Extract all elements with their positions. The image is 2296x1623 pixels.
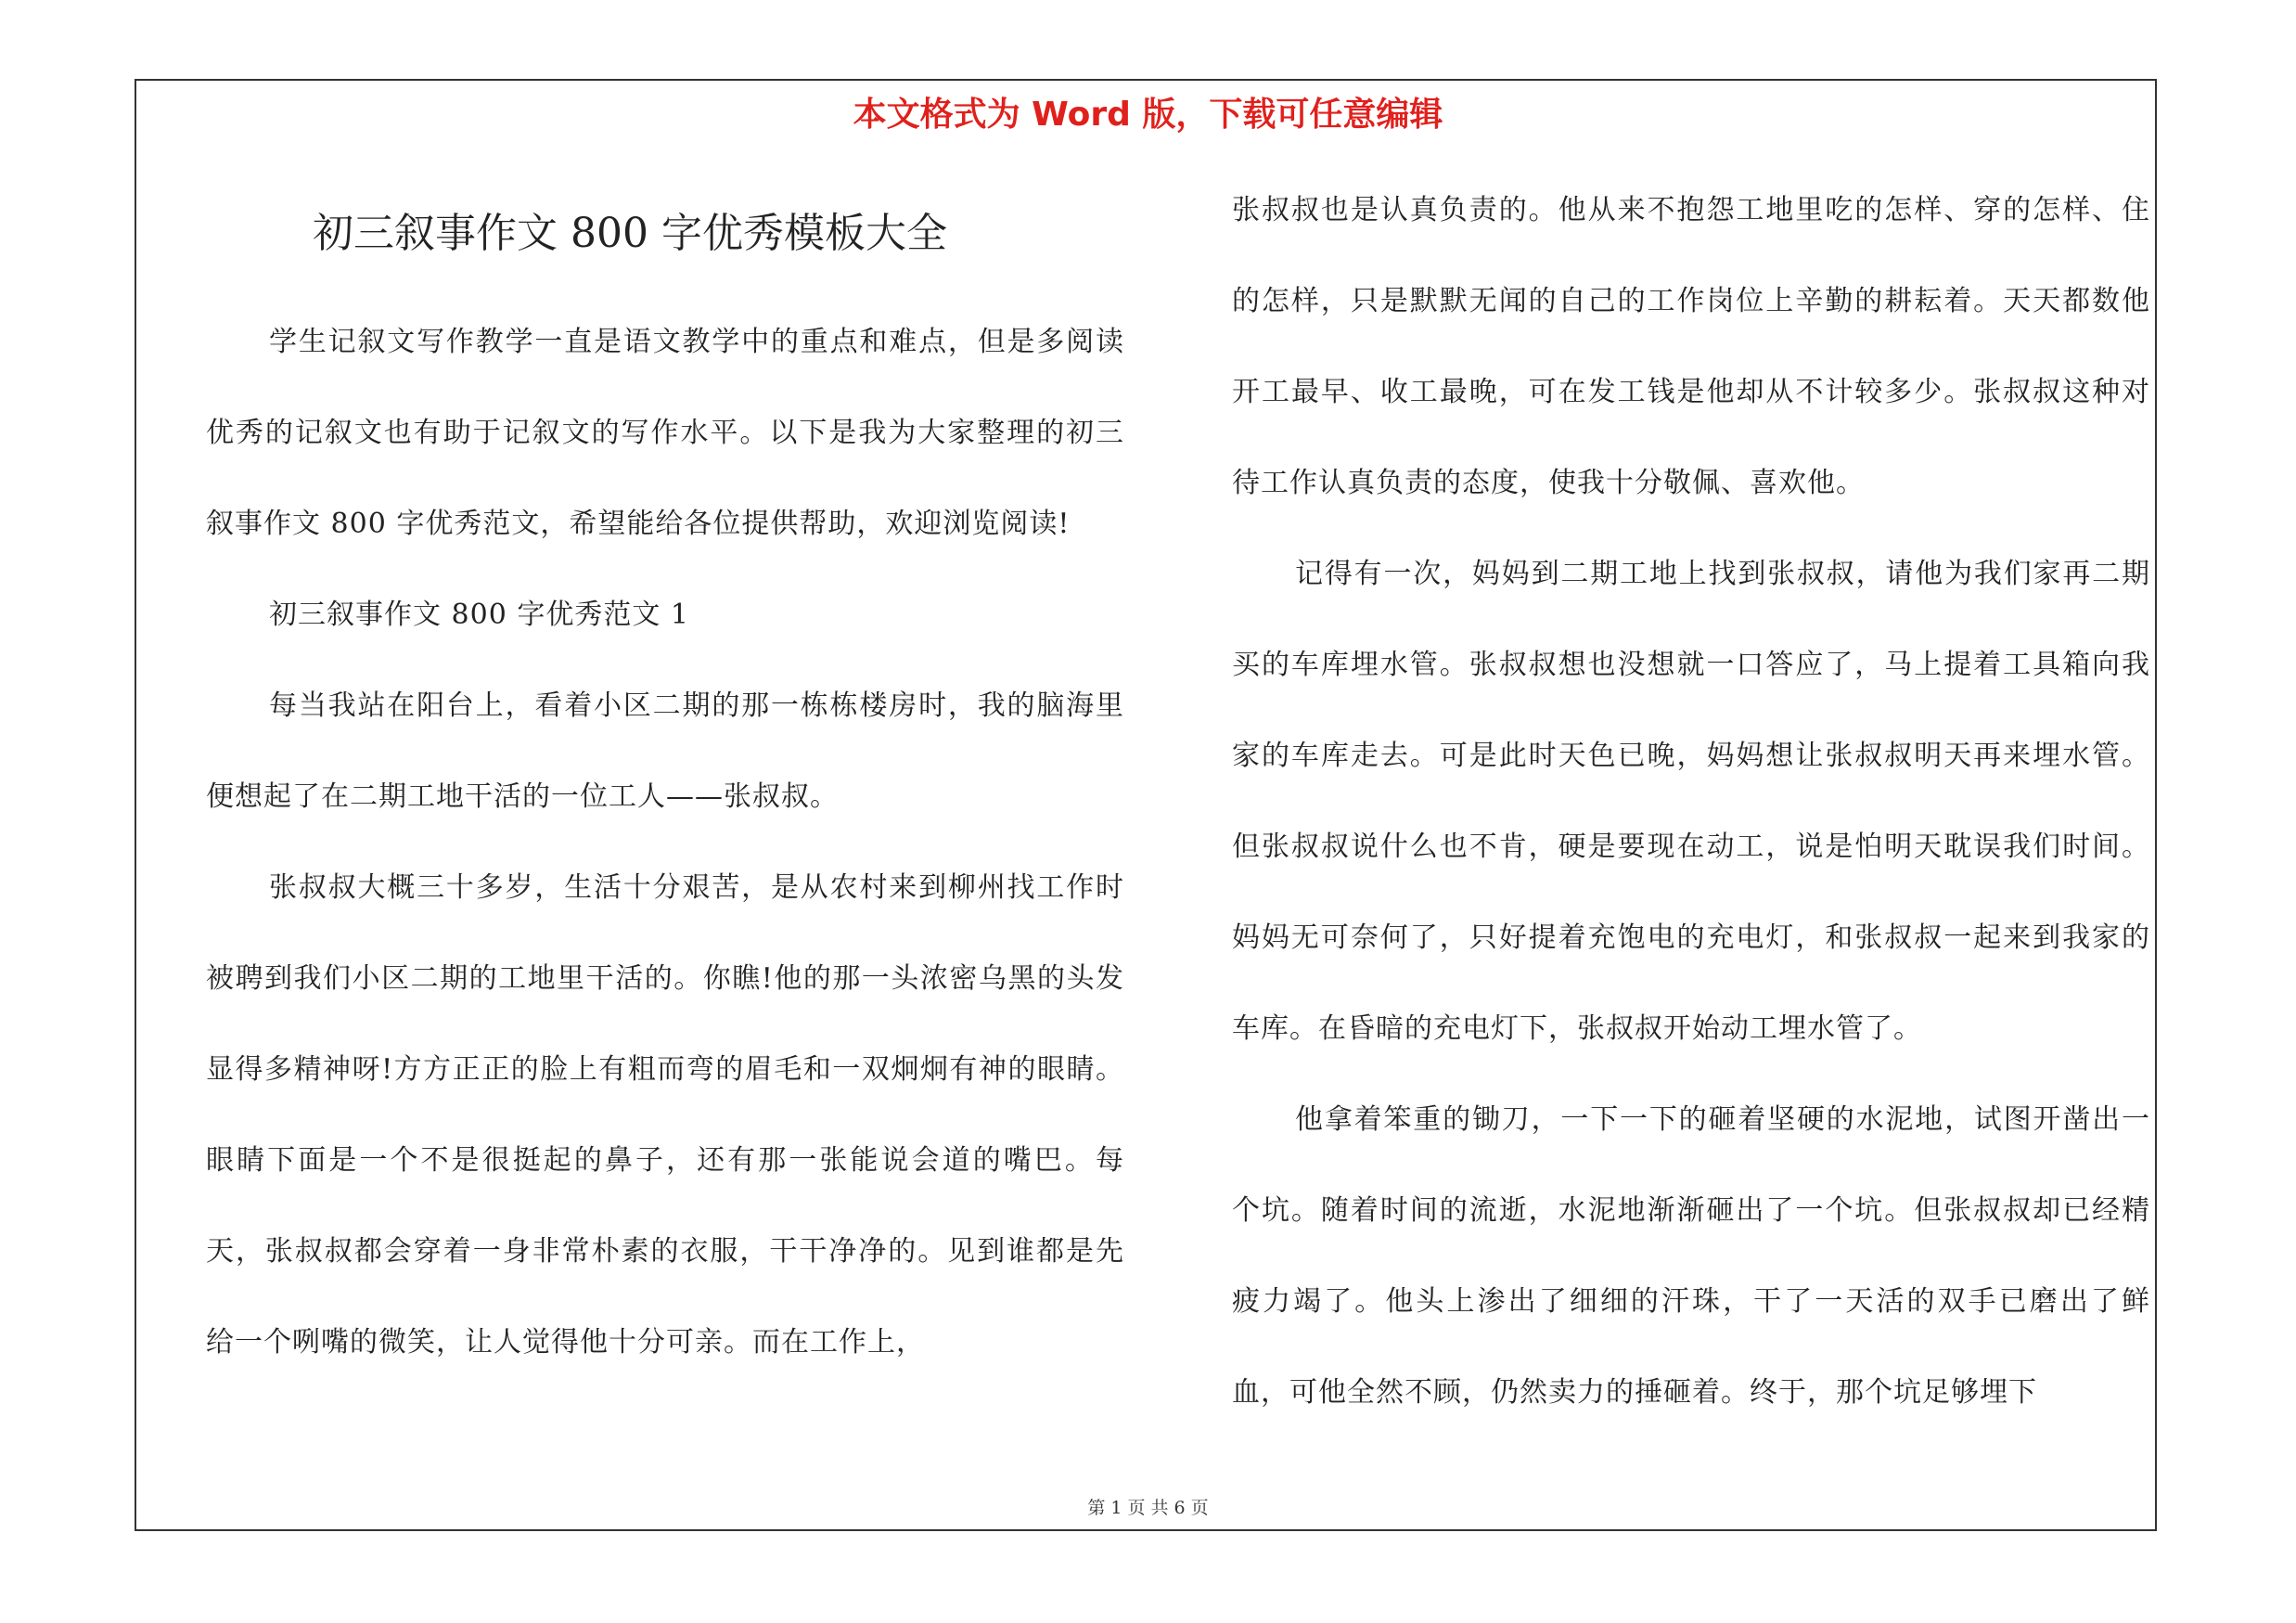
document-title: 初三叙事作文 800 字优秀模板大全 bbox=[313, 210, 947, 257]
body-paragraph: 每当我站在阳台上，看着小区二期的那一栋栋楼房时，我的脑海里便想起了在二期工地干活的一位工人——张叔叔。 bbox=[206, 689, 1124, 813]
body-paragraph: 他拿着笨重的锄刀，一下一下的砸着坚硬的水泥地，试图开凿出一个坑。随着时间的流逝，水泥地渐渐砸出了一个坑。但张叔叔却已经精疲力竭了。他头上渗出了细细的汗珠，干了一天活的双手已磨出了鲜血，可他全然不顾，仍然卖力的捶砸着。终于，那个坑足够埋下 bbox=[1232, 1103, 2150, 1409]
page-number: 第 1 页 共 6 页 bbox=[1087, 1498, 1209, 1518]
format-banner: 本文格式为 Word 版，下载可任意编辑 bbox=[853, 96, 1443, 134]
body-paragraph: 张叔叔大概三十多岁，生活十分艰苦，是从农村来到柳州找工作时被聘到我们小区二期的工地里干活的。你瞧!他的那一头浓密乌黑的头发显得多精神呀!方方正正的脸上有粗而弯的眉毛和一双炯炯有神的眼睛。眼睛下面是一个不是很挺起的鼻子，还有那一张能说会道的嘴巴。每天，张叔叔都会穿着一身非常朴素的衣服，干干净净的。见到谁都是先给一个咧嘴的微笑，让人觉得他十分可亲。而在工作上， bbox=[206, 871, 1124, 1359]
intro-paragraph: 学生记叙文写作教学一直是语文教学中的重点和难点，但是多阅读优秀的记叙文也有助于记叙文的写作水平。以下是我为大家整理的初三叙事作文 800 字优秀范文，希望能给各位提供帮助，欢迎浏览阅读! bbox=[206, 326, 1124, 540]
body-paragraph: 记得有一次，妈妈到二期工地上找到张叔叔，请他为我们家再二期买的车库埋水管。张叔叔想也没想就一口答应了，马上提着工具箱向我家的车库走去。可是此时天色已晚，妈妈想让张叔叔明天再来埋水管。但张叔叔说什么也不肯，硬是要现在动工，说是怕明天耽误我们时间。妈妈无可奈何了，只好提着充饱电的充电灯，和张叔叔一起来到我家的车库。在昏暗的充电灯下，张叔叔开始动工埋水管了。 bbox=[1232, 558, 2150, 1045]
body-paragraph-continued: 张叔叔也是认真负责的。他从来不抱怨工地里吃的怎样、穿的怎样、住的怎样，只是默默无闻的自己的工作岗位上辛勤的耕耘着。天天都数他开工最早、收工最晚，可在发工钱是他却从不计较多少。张叔叔这种对待工作认真负责的态度，使我十分敬佩、喜欢他。 bbox=[1232, 194, 2150, 499]
section-heading: 初三叙事作文 800 字优秀范文 1 bbox=[269, 599, 689, 631]
left-column bbox=[206, 187, 1124, 1388]
right-column bbox=[1232, 165, 2150, 1438]
